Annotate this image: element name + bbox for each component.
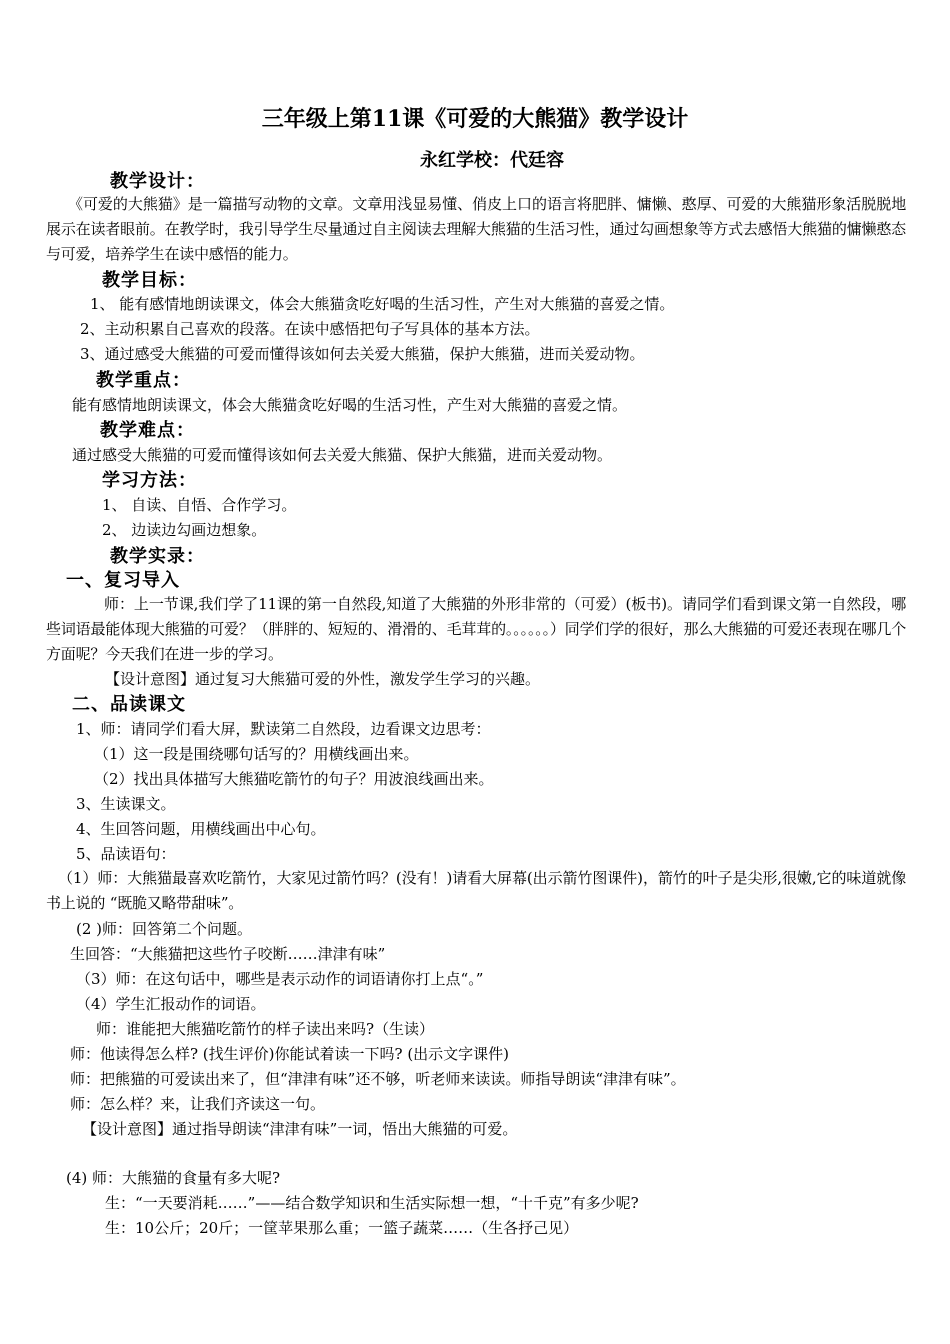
goal-item: 1、 能有感情地朗读课文，体会大熊猫贪吃好喝的生活习性，产生对大熊猫的喜爱之情。	[90, 295, 675, 313]
heading-part1: 一、复习导入	[66, 570, 180, 591]
heading-design: 教学设计：	[110, 171, 205, 192]
key-text: 能有感情地朗读课文，体会大熊猫贪吃好喝的生活习性，产生对大熊猫的喜爱之情。	[72, 396, 628, 414]
lesson-line: （1）这一段是围绕哪句话写的？用横线画出来。	[94, 745, 419, 763]
heading-difficulty: 教学难点：	[100, 420, 195, 441]
goal-item: 3、通过感受大熊猫的可爱而懂得该如何去关爱大熊猫，保护大熊猫，进而关爱动物。	[80, 345, 645, 363]
lesson-line: 师：他读得怎么样? (找生评价)你能试着读一下吗? (出示文字课件)	[70, 1045, 510, 1063]
lesson-line: （2）找出具体描写大熊猫吃箭竹的句子？用波浪线画出来。	[94, 770, 494, 788]
page-title: 三年级上第11课《可爱的大熊猫》教学设计	[261, 106, 689, 132]
heading-part2: 二、品读课文	[72, 694, 186, 715]
lesson-line: 3、生读课文。	[76, 795, 176, 813]
lesson-line: (4) 师：大熊猫的食量有多大呢?	[66, 1169, 281, 1187]
lesson-line: （4）学生汇报动作的词语。	[76, 995, 266, 1013]
lesson-line: 1、师：请同学们看大屏，默读第二自然段，边看课文边思考：	[76, 720, 491, 738]
heading-record: 教学实录：	[110, 546, 205, 567]
heading-key: 教学重点：	[96, 370, 191, 391]
design-intent: 【设计意图】通过复习大熊猫可爱的外性，激发学生学习的兴趣。	[105, 670, 541, 688]
lesson-line: 生：“一天要消耗……”——结合数学知识和生活实际想一想，“十千克”有多少呢?	[105, 1194, 639, 1212]
method-item: 1、 自读、自悟、合作学习。	[102, 496, 297, 514]
lesson-line: 生回答：“大熊猫把这些竹子咬断……津津有味”	[70, 945, 386, 963]
lesson-line: 师：谁能把大熊猫吃箭竹的样子读出来吗?（生读）	[96, 1020, 435, 1038]
lesson-line: 4、生回答问题，用横线画出中心句。	[76, 820, 326, 838]
method-item: 2、 边读边勾画边想象。	[102, 521, 267, 539]
lesson-line: （3）师：在这句话中，哪些是表示动作的词语请你打上点“。”	[76, 970, 484, 988]
lesson-line: 5、品读语句：	[76, 845, 176, 863]
design-paragraph: 《可爱的大熊猫》是一篇描写动物的文章。文章用浅显易懂、俏皮上口的语言将肥胖、慵懒、憨厚、可爱的大熊猫形象活脱脱地展示在读者眼前。在教学时，我引导学生尽量通过自主阅读去理解大熊猫的生活习性，通过勾画想象等方式去感悟大熊猫的慵懒憨态与可爱，培养学生在读中感悟的能力。	[46, 195, 906, 263]
heading-goals: 教学目标：	[102, 270, 197, 291]
design-intent: 【设计意图】通过指导朗读“津津有味”一词，悟出大熊猫的可爱。	[82, 1120, 518, 1138]
heading-methods: 学习方法：	[102, 470, 197, 491]
lesson-line: 师：把熊猫的可爱读出来了，但“津津有味”还不够，听老师来读读。师指导朗读“津津有味”。	[70, 1070, 686, 1088]
lesson-line: 师：怎么样？来，让我们齐读这一句。	[70, 1095, 326, 1113]
difficulty-text: 通过感受大熊猫的可爱而懂得该如何去关爱大熊猫、保护大熊猫，进而关爱动物。	[72, 446, 613, 464]
author-line: 永红学校：代廷容	[420, 150, 564, 171]
lesson-line: (2 )师：回答第二个问题。	[76, 920, 253, 938]
goal-item: 2、主动积累自己喜欢的段落。在读中感悟把句子写具体的基本方法。	[80, 320, 540, 338]
lesson-paragraph: （1）师：大熊猫最喜欢吃箭竹，大家见过箭竹吗？(没有！)请看大屏幕(出示箭竹图课件)，箭竹的叶子是尖形,很嫩,它的味道就像书上说的 “既脆又略带甜味”。	[46, 869, 906, 912]
part1-paragraph: 师：上一节课,我们学了11课的第一自然段,知道了大熊猫的外形非常的（可爱）(板书)。请同学们看到课文第一自然段，哪些词语最能体现大熊猫的可爱？（胖胖的、短短的、滑滑的、毛茸茸的。。。。。。）同学们学的很好，那么大熊猫的可爱还表现在哪几个方面呢？今天我们在进一步的学习。	[46, 595, 906, 663]
lesson-line: 生：10公斤；20斤；一筐苹果那么重；一篮子蔬菜……（生各抒己见）	[105, 1219, 579, 1237]
